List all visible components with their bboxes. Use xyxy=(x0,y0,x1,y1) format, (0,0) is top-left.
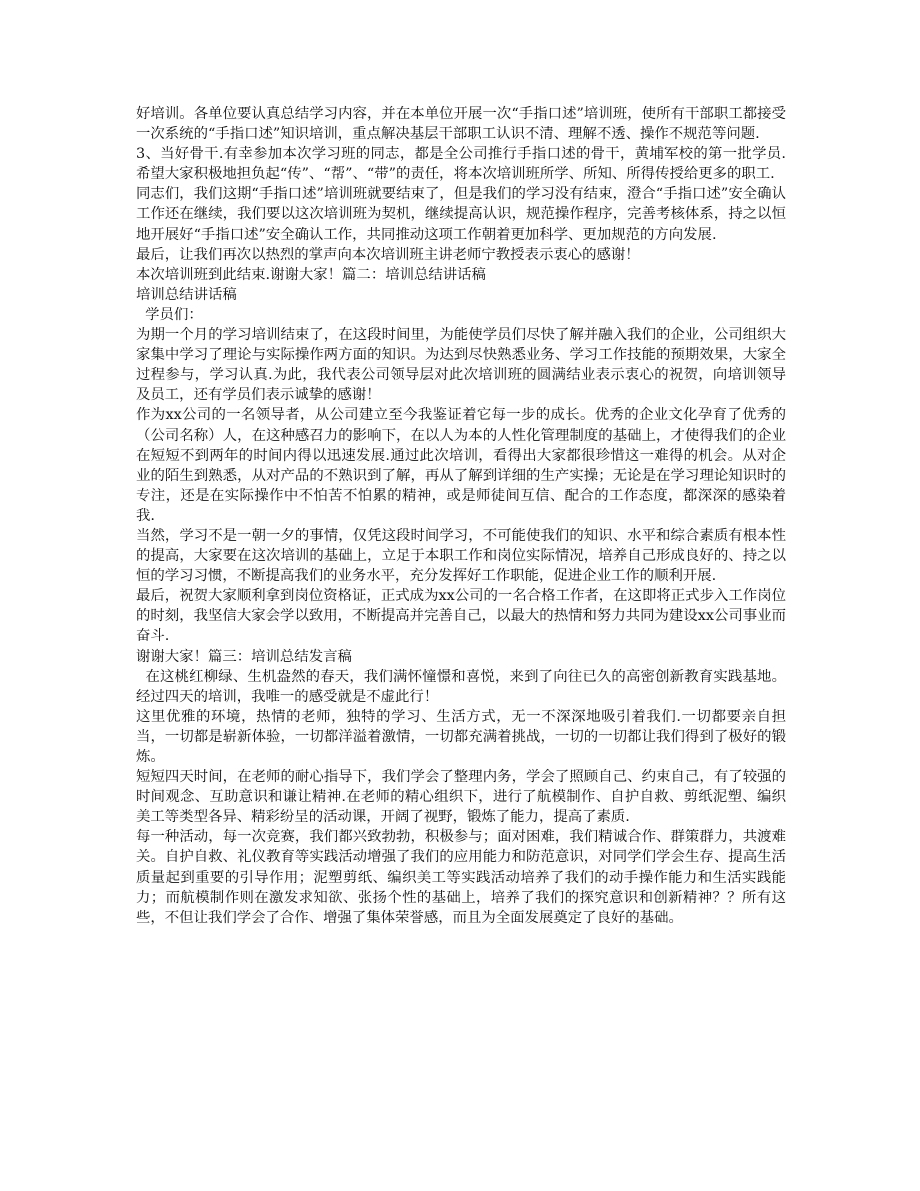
document-body xyxy=(136,104,786,928)
paragraph-training-summary: 好培训。各单位要认真总结学习内容，并在本单位开展一次“手指口述”培训班，使所有干部职工都接受一次系统的“手指口述”知识培训，重点解决基层干部职工认识不清、理解不透、操作不规范等问题. xyxy=(136,106,786,143)
paragraph-backbone: 3、当好骨干.有幸参加本次学习班的同志，都是全公司推行手指口述的骨干，黄埔军校的第一批学员.希望大家积极地担负起“传”、“帮”、“带”的责任，将本次培训班所学、所知、所得传授给更多的职工. xyxy=(136,146,786,183)
paragraph-speech-title: 培训总结讲话稿 xyxy=(136,286,237,303)
paragraph-section-two-heading: 本次培训班到此结束.谢谢大家！篇二：培训总结讲话稿 xyxy=(136,266,486,283)
paragraph-environment: 这里优雅的环境，热情的老师，独特的学习、生活方式，无一不深深地吸引着我们.一切都要亲自担当，一切都是崭新体验，一切都洋溢着激情，一切都充满着挑战，一切的一切都让我们得到了极好的锻炼。 xyxy=(136,708,786,765)
paragraph-training-end: 为期一个月的学习培训结束了，在这段时间里，为能使学员们尽快了解并融入我们的企业，公司组织大家集中学习了理论与实际操作两方面的知识。为达到尽快熟悉业务、学习工作技能的预期效果，大家全过程参与，学习认真.为此，我代表公司领导层对此次培训班的圆满结业表示衷心的祝贺，向培训领导及员工，还有学员们表示诚挚的感谢！ xyxy=(136,327,786,404)
paragraph-thanks-teacher: 最后，让我们再次以热烈的掌声向本次培训班主讲老师宁教授表示衷心的感谢！ xyxy=(136,246,640,263)
paragraph-four-days: 短短四天时间，在老师的耐心指导下，我们学会了整理内务，学会了照顾自己、约束自己，有了较强的时间观念、互助意识和谦让精神.在老师的精心组织下，进行了航模制作、自护自救、剪纸泥塑、编织美工等类型各异、精彩纷呈的活动课，开阔了视野，锻炼了能力，提高了素质. xyxy=(136,769,786,826)
paragraph-salutation: 学员们： xyxy=(136,306,203,323)
paragraph-activities: 每一种活动，每一次竞赛，我们都兴致勃勃，积极参与；面对困难，我们精诚合作、群策群力，共渡难关。自护自救、礼仪教育等实践活动增强了我们的应用能力和防范意识，对同学们学会生存、提高生活质量起到重要的引导作用；泥塑剪纸、编织美工等实践活动培养了我们的动手操作能力和生活实践能力；而航模制作则在激发求知欲、张扬个性的基础上，培养了我们的探究意识和创新精神？？所有这些，不但让我们学会了合作、增强了集体荣誉感，而且为全面发展奠定了良好的基础。 xyxy=(136,829,786,926)
paragraph-section-three-heading: 谢谢大家！篇三：培训总结发言稿 xyxy=(136,648,352,665)
paragraph-spring-intro: 在这桃红柳绿、生机盎然的春天，我们满怀憧憬和喜悦，来到了向往已久的高密创新教育实践基地。经过四天的培训，我唯一的感受就是不虚此行！ xyxy=(136,668,786,705)
paragraph-continuous-learning: 当然，学习不是一朝一夕的事情，仅凭这段时间学习，不可能使我们的知识、水平和综合素质有根本性的提高，大家要在这次培训的基础上，立足于本职工作和岗位实际情况，培养自己形成良好的、持之以恒的学习习惯，不断提高我们的业务水平，充分发挥好工作职能，促进企业工作的顺利开展. xyxy=(136,527,786,585)
paragraph-comrades: 同志们，我们这期“手指口述”培训班就要结束了，但是我们的学习没有结束，澄合“手指口述”安全确认工作还在继续，我们要以这次培训班为契机，继续提高认识，规范操作程序，完善考核体系，持之以恒地开展好“手指口述”安全确认工作，共同推动这项工作朝着更加科学、更加规范的方向发展. xyxy=(136,186,786,243)
paragraph-leader-remarks: 作为xx公司的一名领导者，从公司建立至今我鉴证着它每一步的成长。优秀的企业文化孕育了优秀的（公司名称）人，在这种感召力的影响下，在以人为本的人性化管理制度的基础上，才使得我们的企业在短短不到两年的时间内得以迅速发展.通过此次培训，看得出大家都很珍惜这一难得的机会。从对企业的陌生到熟悉，从对产品的不熟识到了解，再从了解到详细的生产实操；无论是在学习理论知识时的专注，还是在实际操作中不怕苦不怕累的精神，或是师徒间互信、配合的工作态度，都深深的感染着我. xyxy=(136,407,786,524)
paragraph-congratulations: 最后，祝贺大家顺利拿到岗位资格证，正式成为xx公司的一名合格工作者，在这即将正式步入工作岗位的时刻，我坚信大家会学以致用，不断提高并完善自己，以最大的热情和努力共同为建设xx公司事业而奋斗. xyxy=(136,588,786,645)
